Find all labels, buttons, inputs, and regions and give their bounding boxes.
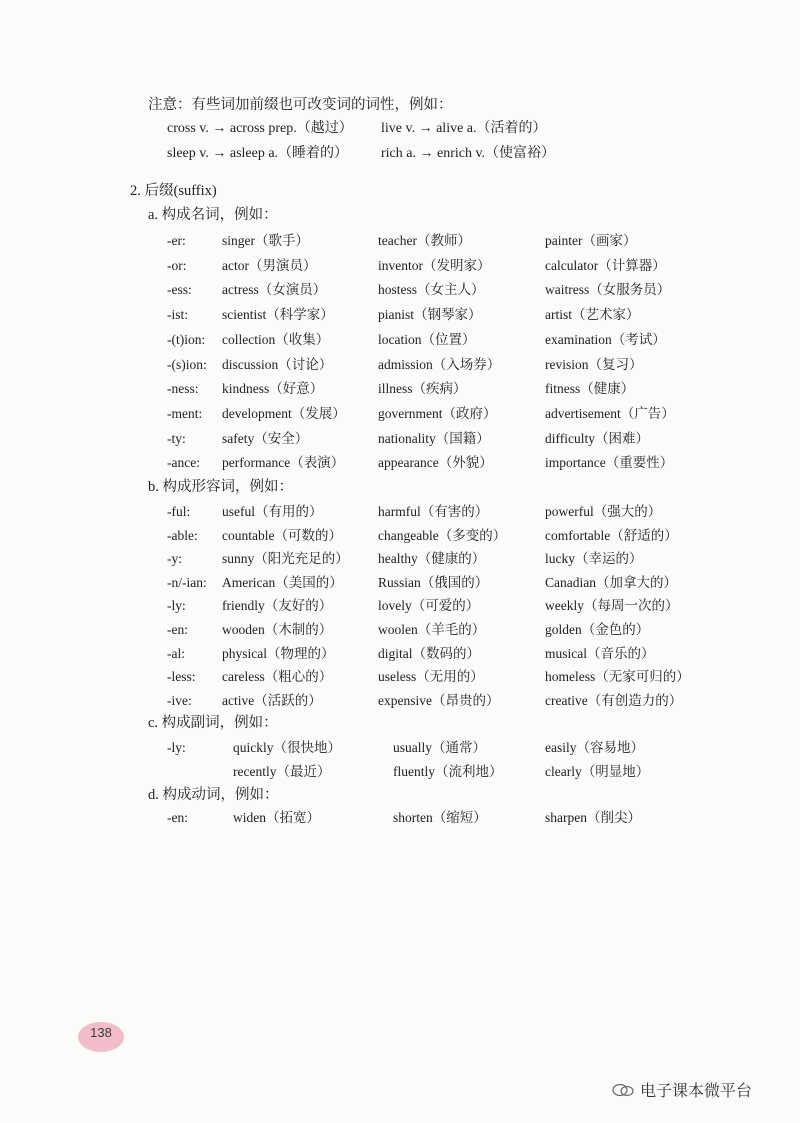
example-word: pianist（钢琴家） — [378, 307, 482, 323]
example-word: difficulty（困难） — [545, 430, 649, 446]
suffix-label: -en: — [167, 810, 188, 825]
example-word: government（政府） — [378, 405, 497, 421]
example-word: woolen（羊毛的） — [378, 622, 486, 637]
example-word: importance（重要性） — [545, 455, 674, 471]
subsection-title-nouns: a. 构成名词，例如： — [148, 207, 278, 223]
prefix-example: rich a. → enrich v.（使富裕） — [381, 146, 556, 161]
prefix-example: live v. → alive a.（活着的） — [381, 121, 547, 136]
example-word: golden（金色的） — [545, 622, 650, 637]
example-word: Russian（俄国的） — [378, 574, 489, 590]
example-word: lucky（幸运的） — [545, 551, 643, 567]
example-word: powerful（强大的） — [545, 504, 662, 519]
example-word: easily（容易地） — [545, 740, 644, 755]
prefix-example: sleep v. → asleep a.（睡着的） — [167, 146, 349, 161]
example-word: revision（复习） — [545, 356, 643, 372]
suffix-label: -(s)ion: — [167, 356, 207, 372]
subsection-title-verbs: d. 构成动词，例如： — [148, 787, 279, 803]
suffix-label: -ive: — [167, 692, 192, 708]
example-word: digital（数码的） — [378, 645, 480, 661]
example-word: performance（表演） — [222, 455, 345, 471]
example-word: Canadian（加拿大的） — [545, 574, 677, 590]
watermark-text: 电子课本微平台 — [640, 1081, 753, 1100]
suffix-label: -ist: — [167, 307, 189, 323]
example-word: actor（男演员） — [222, 257, 317, 273]
example-word: physical（物理的） — [222, 645, 335, 661]
example-word: musical（音乐的） — [545, 645, 655, 661]
example-word: changeable（多变的） — [378, 527, 507, 543]
suffix-label: -n/-ian: — [167, 574, 207, 590]
example-word: appearance（外貌） — [378, 455, 493, 471]
wechat-icon — [612, 1083, 634, 1097]
example-word: careless（粗心的） — [222, 669, 333, 685]
example-word: hostess（女主人） — [378, 282, 485, 298]
example-word: scientist（科学家） — [222, 307, 334, 323]
suffix-label: -ment: — [167, 405, 203, 421]
example-word: actress（女演员） — [222, 282, 327, 298]
example-word: development（发展） — [222, 405, 346, 421]
suffix-label: -ance: — [167, 455, 200, 471]
suffix-label: -ness: — [167, 381, 199, 397]
example-word: singer（歌手） — [222, 233, 309, 248]
example-word: calculator（计算器） — [545, 257, 666, 273]
suffix-label: -ess: — [167, 282, 192, 298]
example-word: expensive（昂贵的） — [378, 692, 500, 708]
example-word: safety（安全） — [222, 430, 309, 446]
example-word: useless（无用的） — [378, 669, 484, 685]
suffix-label: -er: — [167, 233, 186, 248]
suffix-label: -ly: — [167, 740, 186, 755]
example-word: fluently（流利地） — [393, 764, 503, 779]
page-number: 138 — [78, 1022, 124, 1052]
example-word: clearly（明显地） — [545, 764, 650, 779]
suffix-label: -(t)ion: — [167, 331, 206, 347]
suffix-label: -ly: — [167, 598, 186, 614]
prefix-example: cross v. → across prep.（越过） — [167, 121, 353, 136]
suffix-label: -ty: — [167, 430, 186, 446]
example-word: nationality（国籍） — [378, 430, 490, 446]
example-word: admission（入场券） — [378, 356, 501, 372]
suffix-label: -able: — [167, 527, 198, 543]
example-word: usually（通常） — [393, 740, 486, 755]
example-word: healthy（健康的） — [378, 551, 486, 567]
example-word: examination（考试） — [545, 331, 666, 347]
example-word: waitress（女服务员） — [545, 282, 671, 298]
suffix-label: -al: — [167, 645, 185, 661]
example-word: wooden（木制的） — [222, 622, 333, 637]
example-word: harmful（有害的） — [378, 504, 489, 519]
example-word: sharpen（削尖） — [545, 810, 641, 825]
example-word: shorten（缩短） — [393, 810, 487, 825]
suffix-label: -less: — [167, 669, 196, 685]
example-word: teacher（教师） — [378, 233, 471, 248]
example-word: fitness（健康） — [545, 381, 635, 397]
example-word: kindness（好意） — [222, 381, 324, 397]
example-word: friendly（友好的） — [222, 598, 333, 614]
example-word: painter（画家） — [545, 233, 637, 248]
example-word: widen（拓宽） — [233, 810, 320, 825]
example-word: artist（艺术家） — [545, 307, 640, 323]
example-word: advertisement（广告） — [545, 405, 675, 421]
example-word: lovely（可爱的） — [378, 598, 480, 614]
example-word: inventor（发明家） — [378, 257, 491, 273]
example-word: American（美国的） — [222, 574, 343, 590]
suffix-label: -or: — [167, 257, 187, 273]
note-title: 注意：有些词加前缀也可改变词的词性，例如： — [148, 97, 453, 113]
watermark — [612, 1078, 752, 1101]
example-word: recently（最近） — [233, 764, 331, 779]
example-word: quickly（很快地） — [233, 740, 341, 755]
subsection-title-adverbs: c. 构成副词，例如： — [148, 715, 278, 731]
suffix-label: -en: — [167, 622, 188, 637]
suffix-label: -ful: — [167, 504, 191, 519]
section-title-suffix: 2. 后缀(suffix) — [130, 183, 217, 199]
example-word: useful（有用的） — [222, 504, 323, 519]
example-word: sunny（阳光充足的） — [222, 551, 349, 567]
example-word: discussion（讨论） — [222, 356, 333, 372]
suffix-label: -y: — [167, 551, 182, 567]
example-word: weekly（每周一次的） — [545, 598, 679, 614]
subsection-title-adjectives: b. 构成形容词，例如： — [148, 479, 293, 495]
example-word: active（活跃的） — [222, 692, 322, 708]
example-word: location（位置） — [378, 331, 476, 347]
example-word: illness（疾病） — [378, 381, 467, 397]
example-word: countable（可数的） — [222, 527, 342, 543]
example-word: collection（收集） — [222, 331, 330, 347]
example-word: homeless（无家可归的） — [545, 669, 690, 685]
example-word: creative（有创造力的） — [545, 692, 683, 708]
example-word: comfortable（舒适的） — [545, 527, 678, 543]
